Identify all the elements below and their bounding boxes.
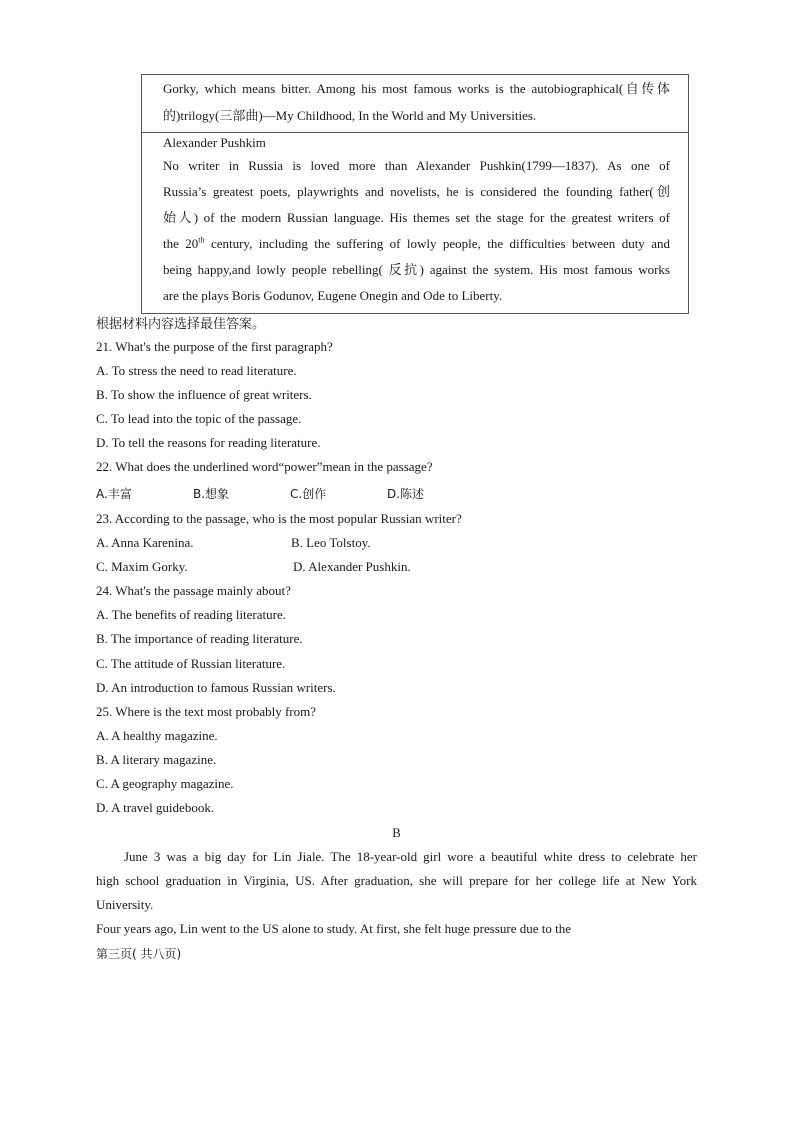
passage-cell-pushkin [142,133,688,313]
passage-b-paragraph-2 [96,917,697,941]
option-22-a[interactable]: A.丰富 [96,487,132,501]
text-line: are the plays Boris Godunov, Eugene Onegin and Ode to Liberty. [163,288,503,303]
question-24-stem: 24. What's the passage mainly about? [96,583,291,598]
text-line: University. [96,897,154,912]
text-line: June 3 was a big day for Lin Jiale. The 18-year-old girl wore a beautiful white dress to celebrate her [124,849,697,864]
option-24-b[interactable]: B. The importance of reading literature. [96,631,303,646]
option-22-c[interactable]: C.创作 [290,487,327,501]
option-23-c[interactable]: C. Maxim Gorky. [96,559,188,574]
option-25-c[interactable]: C. A geography magazine. [96,776,234,791]
option-23-a[interactable]: A. Anna Karenina. [96,535,194,550]
text-line: being happy,and lowly people rebelling( 反抗) against the system. His most famous works [163,262,670,277]
option-25-d[interactable]: D. A travel guidebook. [96,800,215,815]
text-line: Gorky, which means bitter. Among his most famous works is the autobiographical(自传体 [163,81,670,96]
option-24-a[interactable]: A. The benefits of reading literature. [96,607,286,622]
passage-box [141,74,689,314]
page-footer: 第三页( 共八页) [96,947,182,961]
question-22-stem: 22. What does the underlined word“power”mean in the passage? [96,459,433,474]
option-21-c[interactable]: C. To lead into the topic of the passage. [96,411,302,426]
text-line: Russia’s greatest poets, playwrights and novelists, he is considered the founding father(创 [163,184,670,199]
question-23-stem: 23. According to the passage, who is the most popular Russian writer? [96,511,462,526]
option-25-a[interactable]: A. A healthy magazine. [96,728,218,743]
writer-name: Alexander Pushkim [163,135,266,150]
option-21-d[interactable]: D. To tell the reasons for reading literature. [96,435,321,450]
option-25-b[interactable]: B. A literary magazine. [96,752,217,767]
option-23-d[interactable]: D. Alexander Pushkin. [293,559,411,574]
text-line: 始人) of the modern Russian language. His themes set the stage for the greatest writers of [163,210,670,225]
passage-b-paragraph-1 [96,845,697,917]
question-25-stem: 25. Where is the text most probably from? [96,704,316,719]
text-line: Four years ago, Lin went to the US alone to study. At first, she felt huge pressure due to the [96,921,572,936]
option-21-a[interactable]: A. To stress the need to read literature. [96,363,297,378]
text-line: high school graduation in Virginia, US. After graduation, she will prepare for her college life at New York [96,873,697,888]
question-21-stem: 21. What's the purpose of the first paragraph? [96,339,333,354]
section-heading: B [392,825,401,840]
option-23-b[interactable]: B. Leo Tolstoy. [291,535,371,550]
option-22-d[interactable]: D.陈述 [387,487,425,501]
text-line [163,231,670,257]
option-22-b[interactable]: B.想象 [193,487,230,501]
text-fragment: century, including the suffering of lowly people, the difficulties between duty and [204,236,670,251]
instruction: 根据材料内容选择最佳答案。 [96,316,266,331]
option-24-c[interactable]: C. The attitude of Russian literature. [96,656,286,671]
text-line: No writer in Russia is loved more than Alexander Pushkin(1799—1837). As one of [163,158,670,173]
passage-cell-gorky [142,75,688,133]
text-line: 的)trilogy(三部曲)—My Childhood, In the World and My Universities. [163,108,537,123]
text-fragment: the 20 [163,236,199,251]
option-21-b[interactable]: B. To show the influence of great writers. [96,387,312,402]
superscript: th [198,235,205,245]
option-24-d[interactable]: D. An introduction to famous Russian writers. [96,680,336,695]
